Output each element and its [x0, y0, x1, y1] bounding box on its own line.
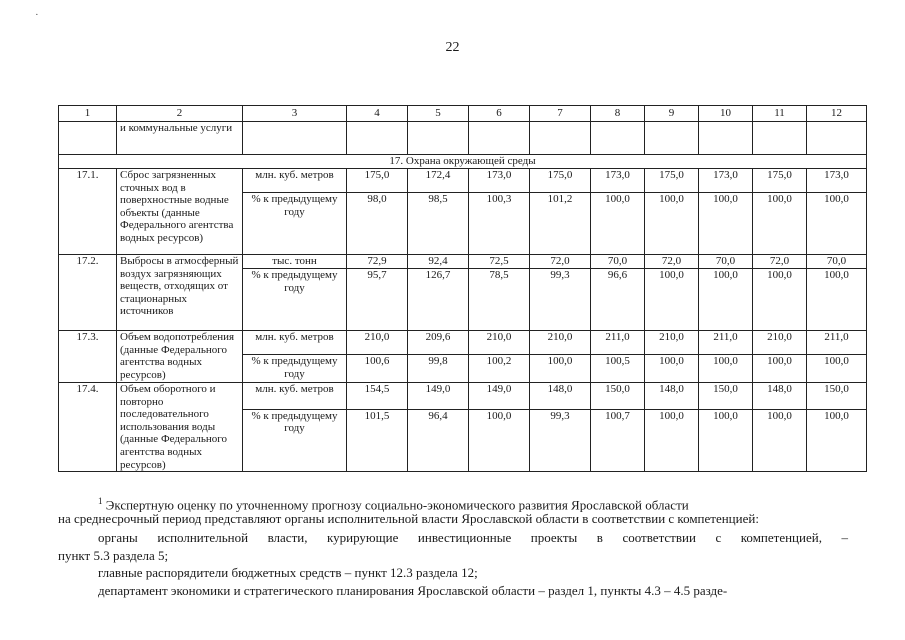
value-cell: 100,0 — [753, 409, 807, 471]
col-header: 8 — [591, 106, 645, 122]
page-number: 22 — [445, 40, 460, 55]
value-cell: 148,0 — [645, 383, 699, 410]
table-row — [59, 255, 867, 269]
corner-mark: · — [35, 9, 39, 21]
section-row — [59, 155, 867, 169]
value-cell: 101,5 — [347, 409, 408, 471]
footnote-marker: 1 — [98, 496, 103, 506]
footnote-line-3: органы исполнительной власти, курирующие инвестиционные проекты в соответствии с компетенцией, – — [98, 530, 848, 545]
value-cell: 173,0 — [699, 169, 753, 193]
value-cell: 100,0 — [807, 355, 867, 383]
unit-cell: млн. куб. метров — [243, 383, 347, 410]
value-cell: 70,0 — [591, 255, 645, 269]
value-cell: 100,0 — [807, 193, 867, 255]
value-cell: 175,0 — [347, 169, 408, 193]
value-cell: 148,0 — [753, 383, 807, 410]
value-cell: 100,0 — [699, 193, 753, 255]
value-cell: 210,0 — [753, 331, 807, 355]
table-row — [59, 383, 867, 410]
value-cell: 154,5 — [347, 383, 408, 410]
indicator-number: 17.2. — [59, 255, 117, 331]
value-cell: 148,0 — [530, 383, 591, 410]
value-cell: 210,0 — [530, 331, 591, 355]
unit-cell: % к предыдущему году — [243, 409, 347, 471]
footnote-line-1: $^1$ Экспертную оценку по уточненному прогнозу социально-экономического развития Ярославской области — [98, 496, 689, 513]
footnote-line-5: главные распорядители бюджетных средств – пункт 12.3 раздела 12; — [98, 565, 478, 580]
value-cell: 100,0 — [699, 409, 753, 471]
table-header-row — [59, 106, 867, 122]
value-cell: 100,3 — [469, 193, 530, 255]
value-cell: 72,0 — [753, 255, 807, 269]
table-row — [59, 169, 867, 193]
value-cell: 98,5 — [408, 193, 469, 255]
col-header: 9 — [645, 106, 699, 122]
value-cell: 99,3 — [530, 269, 591, 331]
unit-cell: % к предыдущему году — [243, 269, 347, 331]
col-header: 12 — [807, 106, 867, 122]
value-cell: 211,0 — [591, 331, 645, 355]
value-cell: 100,0 — [753, 269, 807, 331]
value-cell: 150,0 — [807, 383, 867, 410]
indicator-number: 17.1. — [59, 169, 117, 255]
value-cell: 100,0 — [699, 269, 753, 331]
col-header: 10 — [699, 106, 753, 122]
indicator-name: Объем водопотребления (данные Федерального агентства водных ресурсов) — [117, 331, 243, 383]
value-cell: 175,0 — [753, 169, 807, 193]
unit-cell: % к предыдущему году — [243, 193, 347, 255]
continued-row-name: и коммунальные услуги — [117, 122, 243, 155]
col-header: 7 — [530, 106, 591, 122]
value-cell: 72,0 — [645, 255, 699, 269]
value-cell: 101,2 — [530, 193, 591, 255]
value-cell: 99,8 — [408, 355, 469, 383]
value-cell: 96,4 — [408, 409, 469, 471]
value-cell: 100,5 — [591, 355, 645, 383]
value-cell: 150,0 — [591, 383, 645, 410]
value-cell: 78,5 — [469, 269, 530, 331]
unit-cell: % к предыдущему году — [243, 355, 347, 383]
col-header: 11 — [753, 106, 807, 122]
indicator-name: Объем оборотного и повторно последовательного использования воды (данные Федерального агентства водных ресурсов) — [117, 383, 243, 472]
section-title: 17. Охрана окружающей среды — [59, 155, 867, 169]
value-cell: 70,0 — [807, 255, 867, 269]
value-cell: 100,0 — [645, 355, 699, 383]
value-cell: 211,0 — [699, 331, 753, 355]
value-cell: 210,0 — [645, 331, 699, 355]
col-header: 1 — [59, 106, 117, 122]
value-cell: 149,0 — [408, 383, 469, 410]
value-cell: 95,7 — [347, 269, 408, 331]
col-header: 5 — [408, 106, 469, 122]
value-cell: 100,0 — [807, 269, 867, 331]
value-cell: 99,3 — [530, 409, 591, 471]
value-cell: 210,0 — [347, 331, 408, 355]
col-header: 4 — [347, 106, 408, 122]
footnote-line-6: департамент экономики и стратегического планирования Ярославской области – раздел 1, пункты 4.3 – 4.5 разде- — [98, 583, 728, 598]
value-cell: 100,0 — [753, 355, 807, 383]
value-cell: 98,0 — [347, 193, 408, 255]
table-row — [59, 331, 867, 355]
value-cell: 150,0 — [699, 383, 753, 410]
indicators-table — [58, 105, 867, 472]
value-cell: 100,0 — [591, 193, 645, 255]
value-cell: 100,0 — [807, 409, 867, 471]
value-cell: 210,0 — [469, 331, 530, 355]
value-cell: 100,0 — [753, 193, 807, 255]
value-cell: 100,7 — [591, 409, 645, 471]
value-cell: 100,0 — [645, 269, 699, 331]
value-cell: 100,0 — [699, 355, 753, 383]
value-cell: 100,6 — [347, 355, 408, 383]
value-cell: 96,6 — [591, 269, 645, 331]
continued-row — [59, 122, 867, 155]
value-cell: 175,0 — [645, 169, 699, 193]
value-cell: 92,4 — [408, 255, 469, 269]
value-cell: 175,0 — [530, 169, 591, 193]
value-cell: 100,0 — [645, 409, 699, 471]
col-header: 2 — [117, 106, 243, 122]
value-cell: 70,0 — [699, 255, 753, 269]
value-cell: 172,4 — [408, 169, 469, 193]
value-cell: 100,0 — [469, 409, 530, 471]
indicator-number: 17.3. — [59, 331, 117, 383]
indicator-name: Сброс загрязненных сточных вод в поверхностные водные объекты (данные Федерального агентства водных ресурсов) — [117, 169, 243, 255]
indicator-number: 17.4. — [59, 383, 117, 472]
footnote-line-4: пункт 5.3 раздела 5; — [58, 548, 169, 563]
value-cell: 72,9 — [347, 255, 408, 269]
unit-cell: млн. куб. метров — [243, 331, 347, 355]
value-cell: 100,0 — [530, 355, 591, 383]
value-cell: 211,0 — [807, 331, 867, 355]
value-cell: 209,6 — [408, 331, 469, 355]
value-cell: 126,7 — [408, 269, 469, 331]
unit-cell: тыс. тонн — [243, 255, 347, 269]
value-cell: 173,0 — [469, 169, 530, 193]
value-cell: 173,0 — [591, 169, 645, 193]
value-cell: 100,2 — [469, 355, 530, 383]
col-header: 3 — [243, 106, 347, 122]
col-header: 6 — [469, 106, 530, 122]
value-cell: 149,0 — [469, 383, 530, 410]
value-cell: 72,5 — [469, 255, 530, 269]
value-cell: 173,0 — [807, 169, 867, 193]
value-cell: 100,0 — [645, 193, 699, 255]
indicator-name: Выбросы в атмосферный воздух загрязняющих веществ, отходящих от стационарных источников — [117, 255, 243, 331]
unit-cell: млн. куб. метров — [243, 169, 347, 193]
value-cell: 72,0 — [530, 255, 591, 269]
footnote-line-2: на среднесрочный период представляют органы исполнительной власти Ярославской области в соответствии с компетенцией: — [58, 511, 759, 526]
